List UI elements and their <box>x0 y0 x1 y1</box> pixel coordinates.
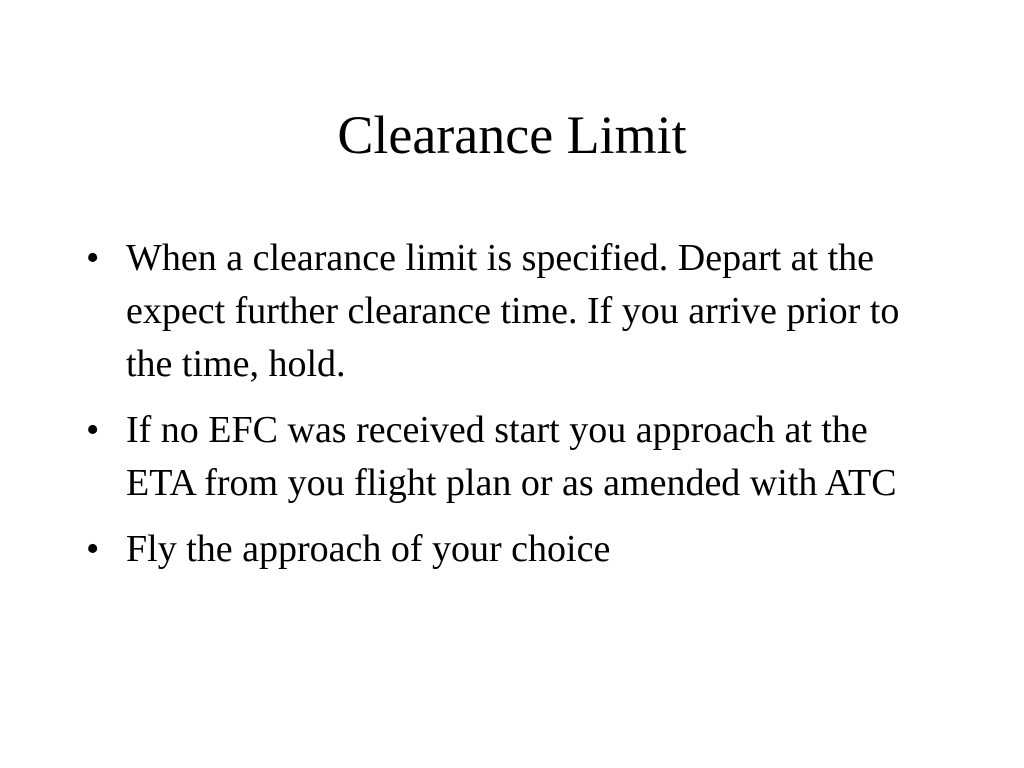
bullet-icon: • <box>86 237 100 279</box>
bullet-text: If no EFC was received start you approach at the ETA from you flight plan or as amended with ATC <box>126 409 897 504</box>
bullet-text: When a clearance limit is specified. Depart at the expect further clearance time. If you arrive prior to the time, hold. <box>126 237 900 385</box>
bullet-icon: • <box>86 528 100 570</box>
bullet-item <box>86 232 936 391</box>
bullet-list <box>86 232 936 589</box>
bullet-text: Fly the approach of your choice <box>126 528 611 570</box>
slide-title: Clearance Limit <box>337 105 687 165</box>
bullet-item <box>86 404 936 510</box>
bullet-item <box>86 523 936 576</box>
bullet-icon: • <box>86 409 100 451</box>
